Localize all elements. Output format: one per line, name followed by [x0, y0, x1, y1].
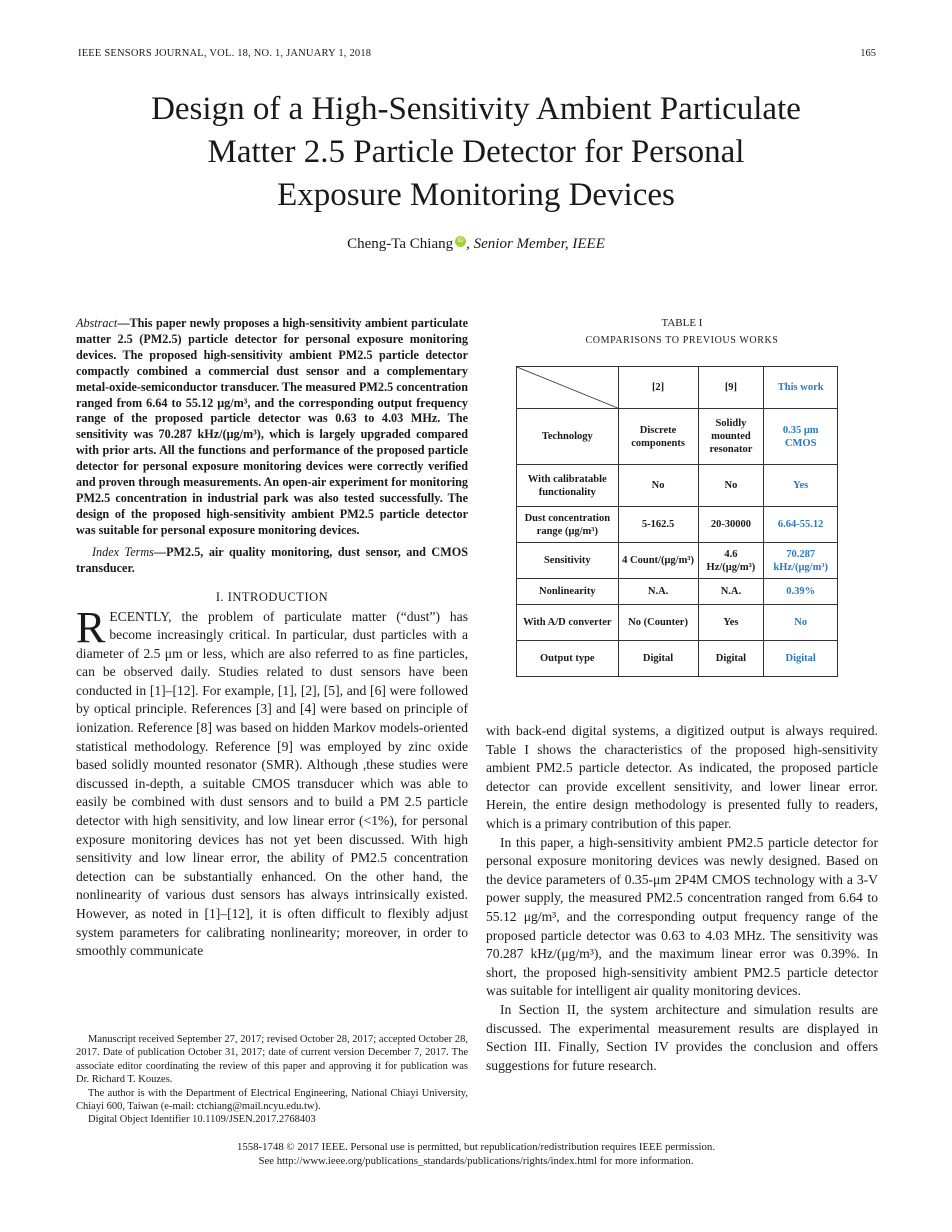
row-label: Dust concentration range (μg/m³) [517, 507, 619, 543]
footnote-affiliation: The author is with the Department of Electrical Engineering, National Chiayi University, Chiayi 600, Taiwan (e-mail: ctchiang@mail.ncyu.edu.tw). [76, 1087, 468, 1113]
row-label: With A/D converter [517, 605, 619, 641]
table-cell: 4.6 Hz/(μg/m³) [698, 543, 764, 579]
table-header-cell: This work [764, 367, 838, 409]
diagonal-line [517, 367, 618, 408]
table-cell: Discrete components [618, 409, 698, 465]
copyright-notice [60, 1140, 892, 1168]
index-terms [76, 545, 468, 577]
row-label: Technology [517, 409, 619, 465]
author-role: , Senior Member, IEEE [466, 236, 605, 252]
table-grid [516, 366, 838, 677]
table-cell: No [698, 465, 764, 507]
title-line: Matter 2.5 Particle Detector for Personal [207, 134, 745, 170]
table-cell: Digital [698, 641, 764, 677]
intro-paragraph [76, 602, 468, 961]
drop-cap: R [76, 602, 106, 652]
table-cell: 0.39% [764, 579, 838, 605]
table-cell: Yes [698, 605, 764, 641]
table-row [517, 409, 838, 465]
footnote-manuscript: Manuscript received September 27, 2017; revised October 28, 2017; accepted October 28, 2017. Date of publication October 31, 2017; date of current version December 7, 2017. The associate editor coordinating the review of this paper and approving it for publication was Dr. Richard T. Kouzes. [76, 1034, 468, 1086]
table-cell: No [618, 465, 698, 507]
table-number: TABLE I [661, 317, 703, 329]
table-row [517, 579, 838, 605]
paper-title [60, 88, 892, 217]
table-cell: 0.35 μm CMOS [764, 409, 838, 465]
table-cell: N.A. [698, 579, 764, 605]
table-row [517, 465, 838, 507]
orcid-icon[interactable]: iD [455, 236, 466, 247]
table-caption [486, 315, 878, 349]
table-row [517, 507, 838, 543]
right-column [486, 722, 878, 1075]
author-name: Cheng-Ta Chiang [347, 236, 454, 252]
table-row [517, 543, 838, 579]
table-cell: 5-162.5 [618, 507, 698, 543]
table-row [517, 605, 838, 641]
title-line: Exposure Monitoring Devices [277, 177, 675, 213]
abstract [76, 316, 468, 539]
author-line [60, 236, 892, 253]
intro-text: ECENTLY, the problem of particulate matter (“dust”) has become increasingly critical. In particular, dust particles with a diameter of 2.5 μm or less, which are also referred to as fine particles, can be observed daily. Studies related to dust sensors have been conducted in [1]–[12]. For example, [1], [2], [5], and [6] were followed by optical principle. References [3] and [4] were based on principle of ionization. Reference [8] was based on hidden Markov models-oriented statistical methodology. Reference [9] was employed by zinc oxide based solidly mounted resonator (SMR). Although ,these studies were discussed in-depth, a suitable CMOS transducer which was able to easily be combined with dust sensors and to build a PM 2.5 particle detector with high sensitivity, and low linear error (<1%), for personal exposure monitoring devices has not yet been discussed. With high sensitivity and low linear error, the ability of PM2.5 concentration detection can be substantially enhanced. On the other hand, the nonlinearity of various dust sensors has always intrinsically existed. However, as noted in [1]–[12], it is often difficult to flexibly adjust system parameters for calibrating nonlinearity; moreover, in order to smoothly communicate [76, 608, 468, 959]
table-title: COMPARISONS TO PREVIOUS WORKS [585, 335, 779, 346]
table-header-row [517, 367, 838, 409]
row-label: Output type [517, 641, 619, 677]
table-cell: 70.287 kHz/(μg/m³) [764, 543, 838, 579]
index-terms-text: —PM2.5, air quality monitoring, dust sensor, and CMOS transducer. [76, 544, 468, 575]
row-label: Sensitivity [517, 543, 619, 579]
table-cell: N.A. [618, 579, 698, 605]
table-cell: No (Counter) [618, 605, 698, 641]
abstract-text: —This paper newly proposes a high-sensitivity ambient particulate matter 2.5 (PM2.5) particle detector for personal exposure monitoring devices. The proposed high-sensitivity ambient PM2.5 particle detector compactly combined a commercial dust sensor and a complementary metal-oxide-semiconductor transducer. The measured PM2.5 concentration ranged from 6.64 to 55.12 μg/m³, and the corresponding output frequency range of the proposed particle detector was 0.63 to 4.03 MHz. The sensitivity was 70.287 kHz/(μg/m³), which is largely upgraded compared with prior arts. All the functions and performance of the proposed particle detector for personal exposure monitoring devices were correctly verified and proven through measurements. An open-air experiment for monitoring PM2.5 concentration in industrial park was also tested successfully. The design of the proposed high-sensitivity ambient PM2.5 particle detector was suitable for personal exposure monitoring devices. [76, 316, 468, 537]
table-cell: No [764, 605, 838, 641]
page-number: 165 [860, 48, 876, 59]
body-paragraph: In this paper, a high-sensitivity ambient PM2.5 particle detector for personal exposure monitoring devices was newly designed. Based on the device parameters of 0.35-μm 2P4M CMOS technology with a 3-V power supply, the measured PM2.5 concentration ranged from 6.64 to 55.12 μg/m³, and the corresponding output frequency range of the proposed particle detector was 0.63 to 4.03 MHz. The sensitivity was 70.287 kHz/(μg/m³), and the maximum linear error was 0.39%. In short, the proposed high-sensitivity ambient PM2.5 particle detector was suitable for intelligent air quality monitoring devices. [486, 834, 878, 999]
abstract-label: Abstract [76, 316, 118, 330]
footnote-doi: Digital Object Identifier 10.1109/JSEN.2017.2768403 [88, 1114, 316, 1126]
copyright-line: 1558-1748 © 2017 IEEE. Personal use is permitted, but republication/redistribution requires IEEE permission. [236, 1141, 716, 1153]
table-cell: Yes [764, 465, 838, 507]
footnotes [76, 1033, 468, 1127]
table-cell: Digital [764, 641, 838, 677]
running-header: IEEE SENSORS JOURNAL, VOL. 18, NO. 1, JANUARY 1, 2018 [78, 48, 372, 59]
comparison-table [516, 366, 838, 676]
row-label: With calibratable functionality [517, 465, 619, 507]
table-header-cell: [2] [618, 367, 698, 409]
table-cell: 6.64-55.12 [764, 507, 838, 543]
left-column [76, 316, 468, 961]
table-cell: Solidly mounted resonator [698, 409, 764, 465]
table-cell: 4 Count/(μg/m³) [618, 543, 698, 579]
row-label: Nonlinearity [517, 579, 619, 605]
table-header-cell: [9] [698, 367, 764, 409]
table-corner-cell [517, 367, 619, 409]
table-row [517, 641, 838, 677]
body-paragraph: with back-end digital systems, a digitized output is always required. Table I shows the characteristics of the proposed high-sensitivity ambient PM2.5 particle detector. As indicated, the proposed particle detector can provide excellent sensitivity, and lower linear error. Herein, the entire design methodology is presented fully to readers, which is a primary contribution of this paper. [486, 723, 878, 831]
body-paragraph: In Section II, the system architecture and simulation results are discussed. The experimental measurement results are displayed in Section III. Finally, Section IV provides the conclusion and offers suggestions for future research. [486, 1001, 878, 1073]
table-cell: Digital [618, 641, 698, 677]
section-heading: I. INTRODUCTION [215, 589, 329, 604]
index-terms-label: Index Terms [92, 544, 154, 559]
table-cell: 20-30000 [698, 507, 764, 543]
title-line: Design of a High-Sensitivity Ambient Particulate [151, 91, 801, 127]
copyright-line: See http://www.ieee.org/publications_standards/publications/rights/index.html for more information. [258, 1155, 694, 1167]
